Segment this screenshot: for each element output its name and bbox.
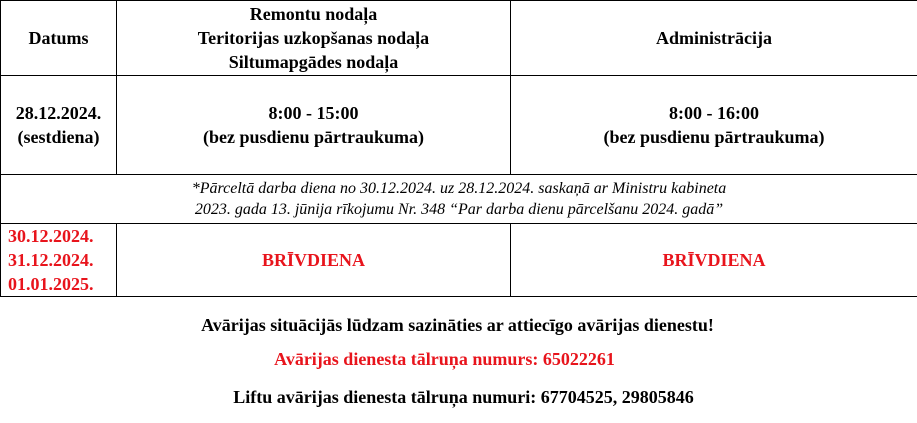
workday-row	[1, 76, 917, 175]
date-column-header: Datums	[1, 1, 117, 76]
header-row	[1, 1, 917, 76]
transfer-note-line-1: *Pārceltā darba diena no 30.12.2024. uz 28.12.2024. saskaņā ar Ministru kabineta	[191, 180, 727, 197]
transfer-note-cell	[1, 175, 917, 224]
holiday-dates-cell	[1, 224, 117, 297]
emergency-notice: Avārijas situācijās lūdzam sazināties ar attiecīgo avārijas dienestu!	[201, 315, 714, 335]
holiday-date-1: 30.12.2024.	[8, 226, 94, 246]
holiday-date-2: 31.12.2024.	[8, 250, 94, 270]
admin-holiday-status: BRĪVDIENA	[511, 224, 917, 297]
dept-hours-note: (bez pusdienu pārtraukuma)	[202, 127, 425, 147]
administration-column-header: Administrācija	[511, 1, 917, 76]
admin-hours-note: (bez pusdienu pārtraukuma)	[603, 127, 825, 147]
dept-hours-cell	[117, 76, 511, 175]
dept-header-line-2: Teritorijas uzkopšanas nodaļa	[197, 28, 430, 48]
workday-weekday: (sestdiena)	[17, 127, 100, 147]
holiday-date-3: 01.01.2025.	[8, 274, 94, 294]
lift-emergency-phone: Liftu avārijas dienesta tālruņa numuri: 67704525, 29805846	[233, 387, 694, 407]
holiday-row	[1, 224, 917, 297]
admin-hours: 8:00 - 16:00	[669, 103, 759, 123]
dept-holiday-status: BRĪVDIENA	[117, 224, 511, 297]
note-row	[1, 175, 917, 224]
dept-hours: 8:00 - 15:00	[268, 103, 359, 123]
emergency-phone: Avārijas dienesta tālruņa numurs: 65022261	[274, 349, 615, 369]
workday-date-cell	[1, 76, 117, 175]
dept-header-line-3: Siltumapgādes nodaļa	[228, 52, 399, 72]
transfer-note-line-2: 2023. gada 13. jūnija rīkojumu Nr. 348 “Par darba dienu pārcelšanu 2024. gadā”	[194, 201, 724, 218]
admin-hours-cell	[511, 76, 917, 175]
departments-column-header	[117, 1, 511, 76]
dept-header-line-1: Remontu nodaļa	[249, 4, 378, 24]
workday-date: 28.12.2024.	[15, 103, 102, 123]
